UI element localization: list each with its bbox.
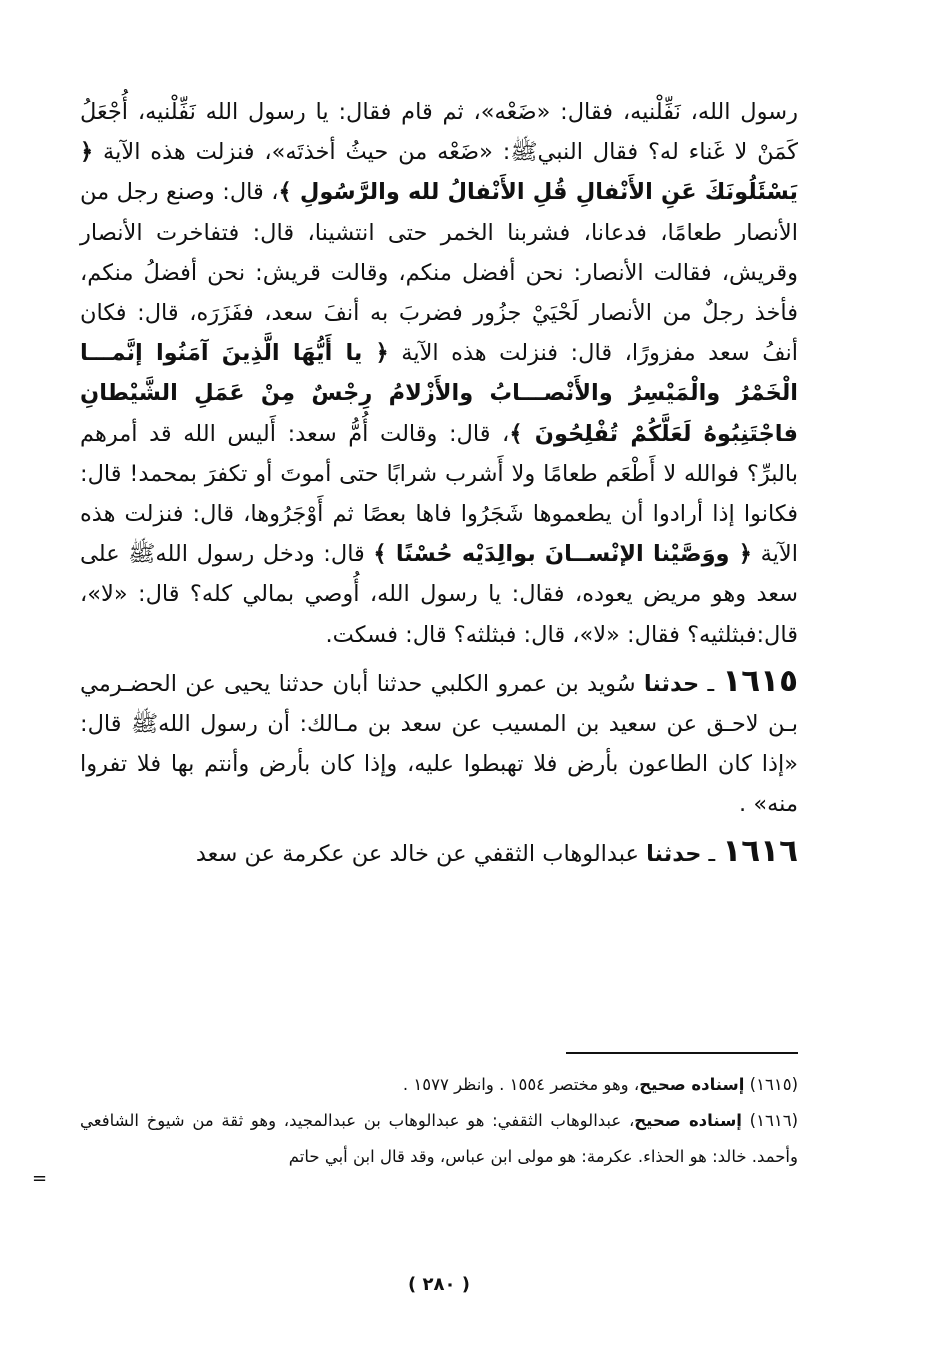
text-run: قال: ودخل رسول اللهﷺ على سعد وهو مريض يعوده، فقال: يا رسول الله، أُوصي بمالي كله؟ قال: «لا»، قال:فبثلثيه؟ فقال: «لا»، قال: فبثلثه؟ قال: فسكت. [80,541,798,648]
hadith-1615 [80,661,798,825]
hadith-dash: ـ [701,840,723,867]
main-text [80,92,798,874]
quran-verse: ﴿ يَسْئَلُونَكَ عَنِ الأَنْفالِ قُلِ الأَنْفالُ لله والرَّسُولِ ﴾ [80,139,798,206]
haddathana-word: حدثنا [643,670,700,697]
page-number: ( ٢٨٠ ) [408,1274,470,1295]
hadith-continuation-paragraph [80,92,798,655]
hadith-number: ١٦١٦ [722,832,798,869]
footnote-1615 [80,1067,798,1103]
quran-verse: ﴿ يا أَيُّهَا الَّذِينَ آمَنُوا إنَّمـــا الْخَمْرُ والْمَيْسِرُ والأَنْصـــابُ والأَزْلامُ رِجْسٌ مِنْ عَمَلِ الشَّيْطانِ فاجْتَنِبُوهُ لَعَلَّكُمْ تُفْلِحُونَ ﴾ [80,340,798,447]
hadith-number: ١٦١٥ [722,662,798,699]
text-run: ، قال: وقالت أُمُّ سعد: أَليس الله قد أمرهم بالبرِّ؟ فوالله لا أَطْعَم طعامًا ولا أَشرب شرابًا حتى أموتَ أو تكفرَ بمحمد! قال: فكانوا إذا أرادوا أن يطعموها شَجَرُوا فاها بعصًا ثم أَوْجَرُوها، قال: فنزلت هذه الآية [80,420,799,568]
hadith-dash: ـ [699,670,723,697]
page-content [32,92,799,1295]
footnote-text: ، وهو مختصر ١٥٥٤ . وانظر ١٥٧٧ . [402,1075,640,1094]
continuation-mark: = [32,1168,48,1189]
footnote-ref: (١٦١٦) [749,1111,798,1130]
footnotes [80,1067,798,1175]
hadith-1616 [80,831,798,874]
text-run: رسول الله، نَفِّلْنيه، فقال: «ضَعْه»، ثم قام فقال: يا رسول الله نَفِّلْنيه، أُجْعَلُ كَمَنْ لا غَناء له؟ فقال النبيﷺ: «ضَعْه من حيثُ أخذتَه»، فنزلت هذه الآية [80,99,798,166]
hadith-text: عبدالوهاب الثقفي عن خالد عن عكرمة عن سعد [195,840,647,867]
footnote-ref: (١٦١٥) [749,1075,798,1094]
text-run: ، قال: وصنع رجل من الأنصار طعامًا، فدعانا، فشربنا الخمر حتى انتشينا، قال: فتفاخرت الأنصار وقريش، فقالت الأنصار: نحن أفضل منكم، وقالت قريش: نحن أفضلُ منكم، فأخذ رجلٌ من الأنصار لَحْيَيْ جزُور فضربَ به أنفَ سعد، ففَزَرَه، قال: فكان أنفُ سعد مفزورًا، قال: فنزلت هذه الآية [80,179,798,367]
footnote-separator [566,1052,798,1054]
hadith-text: سُويد بن عمرو الكلبي حدثنا أبان حدثنا يحيى عن الحضـرمي بـن لاحـق عن سعيد بن المسيب عن سعد بن مـالك: أن رسول اللهﷺ قال: «إذا كان الطاعون بأرض فلا تهبطوا عليه، وإذا كان بأرض وأنتم بها فلا تفروا منه» . [80,670,798,818]
footnote-text: ، عبدالوهاب الثقفي: هو عبدالوهاب بن عبدالمجيد، وهو ثقة من شيوخ الشافعي وأحمد. خالد: هو الحذاء. عكرمة: هو مولى ابن عباس، وقد قال ابن أبي حاتم [80,1111,798,1166]
footnote-grading: إسناده صحيح [634,1111,742,1130]
footnote-grading: إسناده صحيح [639,1075,745,1094]
haddathana-word: حدثنا [646,840,702,867]
footnote-1616 [80,1103,798,1175]
quran-verse: ﴿ ووَصَّيْنا الإنْســانَ بوالِدَيْه حُسْنًا ﴾ [373,541,752,568]
